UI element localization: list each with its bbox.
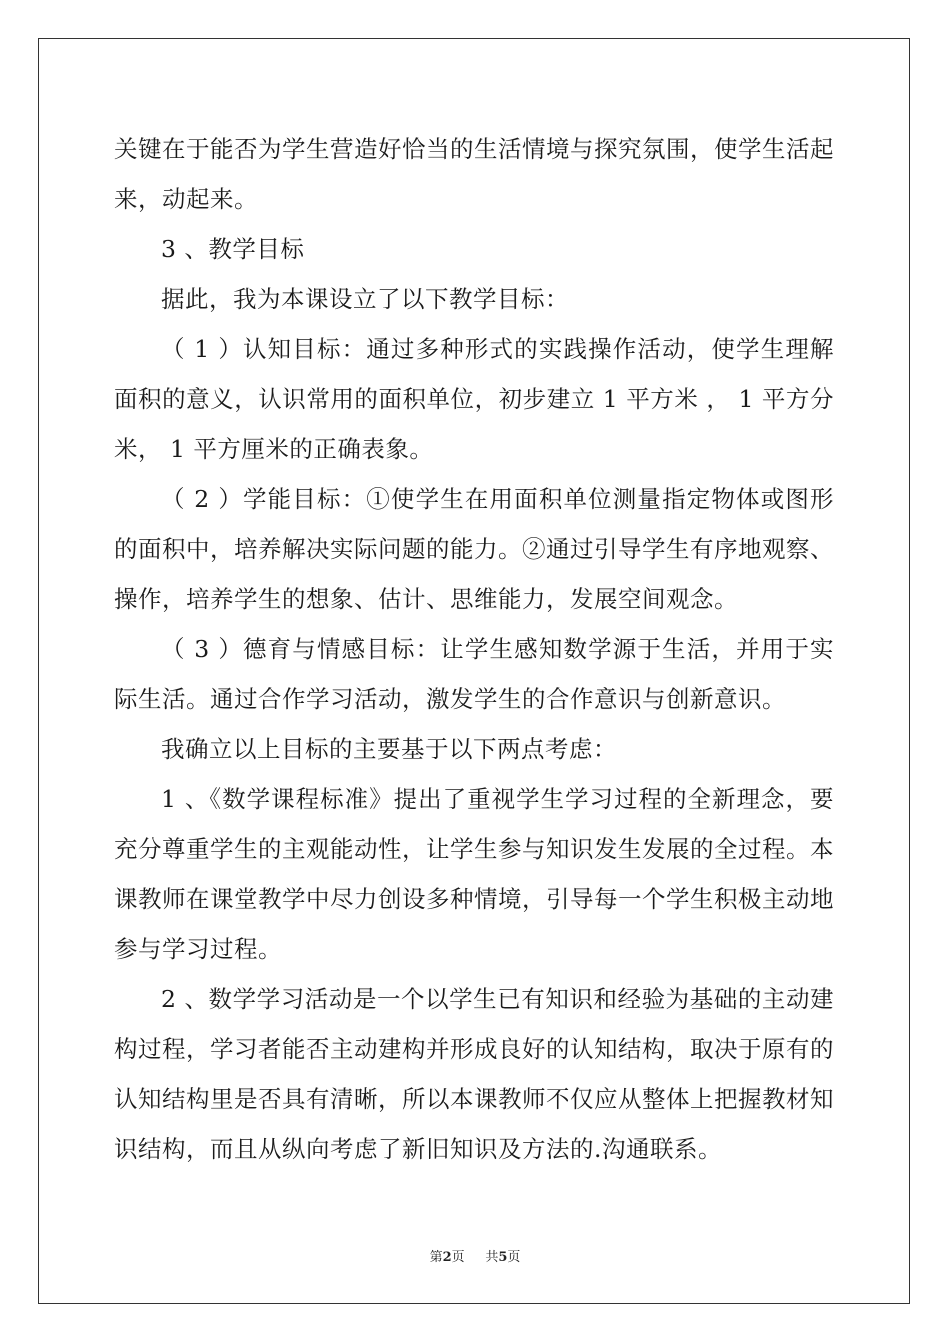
paragraph-5: （ 2 ）学能目标：①使学生在用面积单位测量指定物体或图形的面积中，培养解决实际问题的能力。②通过引导学生有序地观察、操作，培养学生的想象、估计、思维能力，发展空间观念。 xyxy=(114,485,834,613)
total-pages-indicator: 共5页 xyxy=(485,1250,521,1265)
document-body xyxy=(114,124,834,1174)
paragraph-1: 关键在于能否为学生营造好恰当的生活情境与探究氛围，使学生活起来，动起来。 xyxy=(114,135,834,213)
paragraph-3: 据此，我为本课设立了以下教学目标： xyxy=(161,285,569,313)
paragraph-6: （ 3 ）德育与情感目标：让学生感知数学源于生活，并用于实际生活。通过合作学习活动，激发学生的合作意识与创新意识。 xyxy=(114,635,834,713)
page-indicator: 第2页 xyxy=(429,1250,465,1265)
paragraph-8: 1 、《数学课程标准》提出了重视学生学习过程的全新理念，要充分尊重学生的主观能动性，让学生参与知识发生发展的全过程。本课教师在课堂教学中尽力创设多种情境，引导每一个学生积极主动地参与学习过程。 xyxy=(114,785,834,963)
paragraph-4: （ 1 ）认知目标：通过多种形式的实践操作活动，使学生理解面积的意义，认识常用的面积单位，初步建立 1 平方米 ， 1 平方分米， 1 平方厘米的正确表象。 xyxy=(114,335,834,463)
paragraph-7: 我确立以上目标的主要基于以下两点考虑： xyxy=(161,735,617,763)
paragraph-2: 3 、教学目标 xyxy=(161,235,305,263)
page-footer xyxy=(0,1246,950,1265)
paragraph-9: 2 、数学学习活动是一个以学生已有知识和经验为基础的主动建构过程，学习者能否主动建构并形成良好的认知结构，取决于原有的认知结构里是否具有清晰，所以本课教师不仅应从整体上把握教材知识结构，而且从纵向考虑了新旧知识及方法的.沟通联系。 xyxy=(114,985,834,1163)
